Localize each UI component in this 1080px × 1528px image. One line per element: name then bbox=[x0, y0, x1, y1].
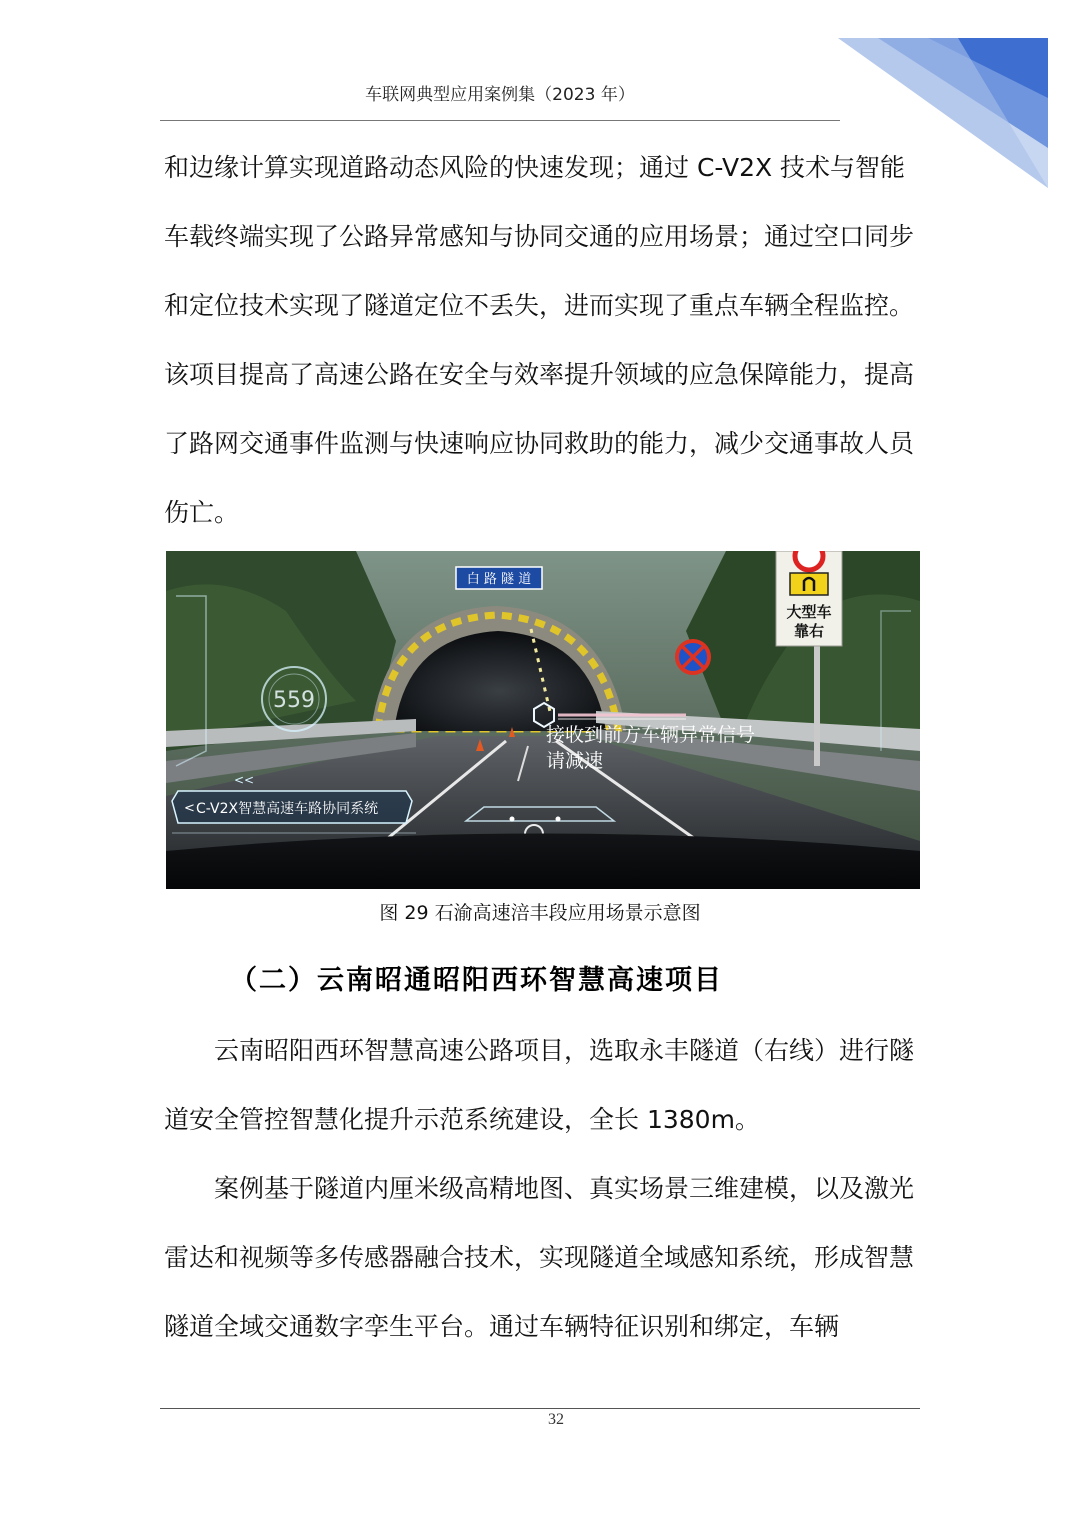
footer-divider bbox=[160, 1408, 920, 1409]
body-paragraph-1: 和边缘计算实现道路动态风险的快速发现；通过 C-V2X 技术与智能车载终端实现了公路异常感知与协同交通的应用场景；通过空口同步和定位技术实现了隧道定位不丢失，进而实现了重点车辆全程监控。该项目提高了高速公路在安全与效率提升领域的应急保障能力，提高了路网交通事件监测与快速响应协同救助的能力，减少交通事故人员伤亡。 bbox=[164, 153, 915, 527]
tunnel-name-sign-text: 白 路 隧 道 bbox=[466, 572, 532, 587]
body-paragraph-3: 案例基于隧道内厘米级高精地图、真实场景三维建模，以及激光雷达和视频等多传感器融合技术，实现隧道全域感知系统，形成智慧隧道全域交通数字孪生平台。通过车辆特征识别和绑定，车辆 bbox=[164, 1174, 915, 1341]
section-heading: （二）云南昭通昭阳西环智慧高速项目 bbox=[230, 965, 723, 996]
chevron-left-icon: << bbox=[234, 773, 255, 787]
road-sign-line2: 靠右 bbox=[793, 622, 825, 640]
figure-tunnel-hud bbox=[166, 551, 920, 889]
body-paragraph-2: 云南昭阳西环智慧高速公路项目，选取永丰隧道（右线）进行隧道安全管控智慧化提升示范系统建设，全长 1380m。 bbox=[164, 1036, 915, 1134]
system-label-text: C-V2X智慧高速车路协同系统 bbox=[196, 801, 379, 817]
road-sign-line1: 大型车 bbox=[786, 603, 832, 621]
alert-message-line2: 请减速 bbox=[546, 750, 604, 772]
system-label-chevron-icon: < bbox=[184, 801, 195, 816]
page-number: 32 bbox=[548, 1411, 564, 1428]
alert-message-line1: 接收到前方车辆异常信号 bbox=[546, 724, 756, 746]
speed-readout: 559 bbox=[273, 688, 315, 713]
tunnel-scene-illustration bbox=[166, 551, 920, 889]
header-title: 车联网典型应用案例集（2023 年） bbox=[365, 85, 635, 105]
figure-caption: 图 29 石渝高速涪丰段应用场景示意图 bbox=[379, 902, 701, 924]
header-divider bbox=[160, 120, 840, 121]
